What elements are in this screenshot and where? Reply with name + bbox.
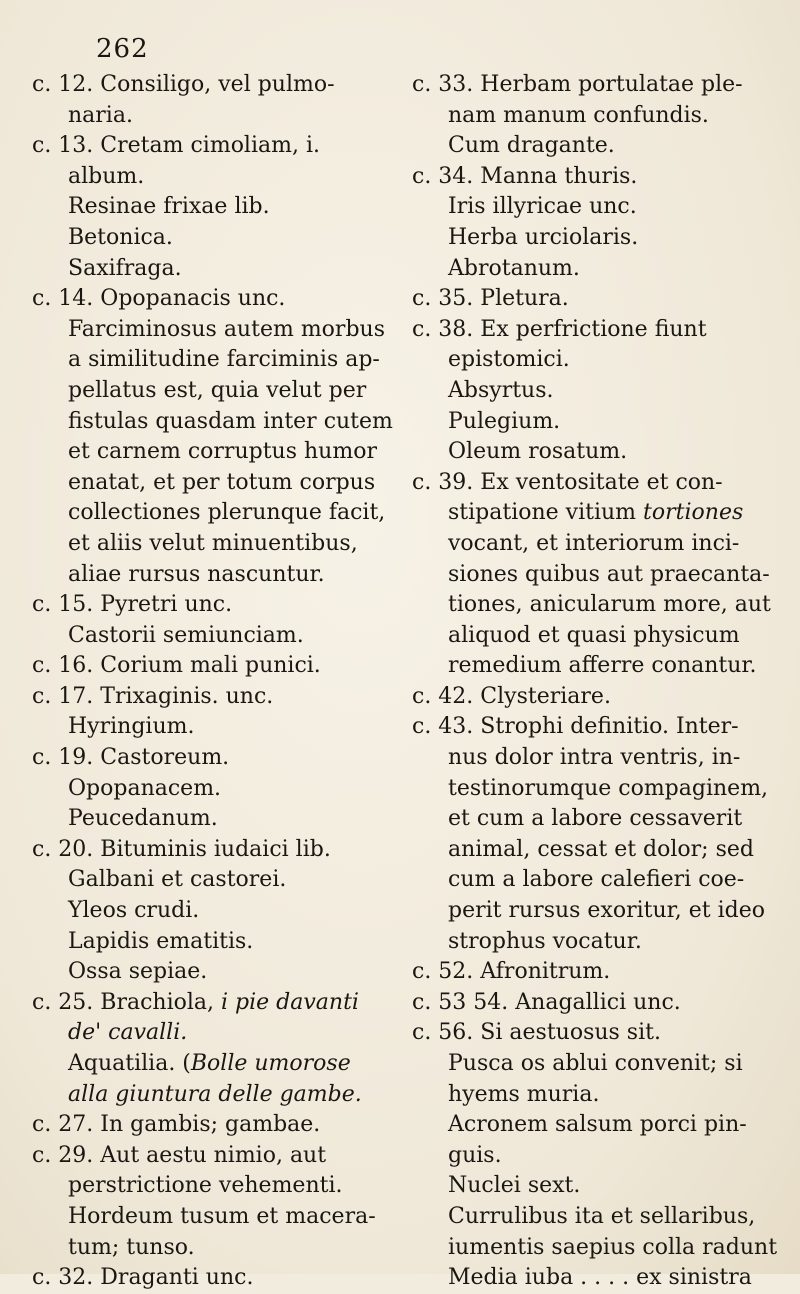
text-line [412, 70, 772, 101]
italic-text: i pie davanti [221, 989, 359, 1015]
text-line [32, 865, 387, 896]
text-line [412, 376, 772, 407]
text-line [412, 1171, 772, 1202]
line-text: naria. [68, 102, 133, 128]
line-text: guis. [448, 1142, 502, 1168]
text-line [412, 1141, 772, 1172]
text-line [412, 1018, 772, 1049]
text-line [32, 1233, 387, 1264]
line-text: tum; tunso. [68, 1234, 195, 1260]
line-text: testinorumque compaginem, [448, 775, 769, 801]
line-text: cum a labore calefieri coe- [448, 867, 745, 893]
line-text: Galbani et castorei. [68, 867, 287, 893]
text-line [412, 315, 772, 346]
text-line [412, 865, 772, 896]
line-text: Castorii semiunciam. [68, 622, 304, 648]
line-text: Farciminosus autem morbus [68, 316, 385, 342]
text-line [412, 1080, 772, 1111]
line-text: Cum dragante. [448, 133, 615, 159]
line-text: Resinae frixae lib. [68, 194, 270, 220]
text-line [32, 712, 387, 743]
italic-text: Bolle umorose [190, 1051, 351, 1076]
line-text: Betonica. [68, 224, 173, 250]
line-text: c. 34. Manna thuris. [412, 163, 638, 189]
text-line [412, 1049, 772, 1080]
text-line [32, 621, 387, 652]
text-line [412, 1110, 772, 1141]
text-line [32, 560, 387, 591]
line-text: iumentis saepius colla radunt [448, 1234, 778, 1260]
line-text: et aliis velut minuentibus, [68, 530, 358, 556]
line-text: pellatus est, quia velut per [68, 377, 367, 403]
text-line [412, 988, 772, 1019]
line-text: c. 53 54. Anagallici unc. [412, 989, 681, 1015]
text-line [412, 162, 772, 193]
line-text: c. 15. Pyretri unc. [32, 592, 233, 618]
line-text: epistomici. [448, 347, 570, 373]
line-text: Absyrtus. [448, 377, 554, 403]
line-text: aliae rursus nascuntur. [68, 561, 325, 587]
text-line [32, 1110, 387, 1141]
line-text: c. 16. Corium mali punici. [32, 653, 321, 679]
line-text: c. 32. Draganti unc. [32, 1265, 254, 1291]
line-text: tiones, anicularum more, aut [448, 592, 771, 618]
line-text: Ossa sepiae. [68, 959, 208, 985]
text-line [32, 468, 387, 499]
line-text: siones quibus aut praecanta- [448, 561, 770, 587]
text-line [32, 682, 387, 713]
text-line [32, 1263, 387, 1294]
left-column [32, 70, 393, 1294]
text-line [412, 131, 772, 162]
text-line [412, 529, 772, 560]
line-text: fistulas quasdam inter cutem [68, 408, 393, 434]
line-text: Hordeum tusum et macera- [68, 1203, 376, 1229]
line-text: Currulibus ita et sellaribus, [448, 1203, 756, 1229]
text-line [32, 957, 387, 988]
text-line [412, 743, 772, 774]
text-line [32, 70, 387, 101]
line-text: Opopanacem. [68, 775, 222, 801]
line-text: Yleos crudi. [68, 898, 200, 924]
line-text: collectiones plerunque facit, [68, 500, 386, 526]
line-text: c. 38. Ex perfrictione fiunt [412, 316, 707, 342]
line-text: Oleum rosatum. [448, 439, 628, 465]
line-text: Abrotanum. [448, 255, 580, 281]
line-text: et cum a labore cessaverit [448, 806, 743, 832]
line-text: c. 56. Si aestuosus sit. [412, 1020, 661, 1046]
text-line [32, 498, 387, 529]
line-text: c. 52. Afronitrum. [412, 959, 611, 985]
line-text: Hyringium. [68, 714, 195, 740]
line-text: c. 14. Opopanacis unc. [32, 286, 286, 312]
line-text: Saxifraga. [68, 255, 182, 281]
line-text: enatat, et per totum corpus [68, 469, 376, 495]
line-text: c. 27. In gambis; gambae. [32, 1112, 321, 1138]
text-line [32, 1049, 387, 1080]
text-line [412, 223, 772, 254]
text-line [32, 1080, 387, 1111]
right-column [412, 70, 778, 1294]
line-text: c. 20. Bituminis iudaici lib. [32, 836, 331, 862]
line-text: c. 12. Consiligo, vel pulmo- [32, 72, 335, 97]
line-text: c. 43. Strophi definitio. Inter- [412, 714, 739, 740]
text-line [412, 1202, 772, 1233]
line-text: Herba urciolaris. [448, 224, 639, 250]
text-line [412, 468, 772, 499]
text-line [32, 590, 387, 621]
text-line [412, 560, 772, 591]
line-text: Iris illyricae unc. [448, 194, 637, 220]
line-text: Nuclei sext. [448, 1173, 581, 1199]
line-text: Acronem salsum porci pin- [448, 1112, 747, 1138]
line-text: aliquod et quasi physicum [448, 622, 740, 648]
text-line [412, 254, 772, 285]
line-text: remedium afferre conantur. [448, 653, 757, 679]
line-text: Peucedanum. [68, 806, 218, 832]
line-text: vocant, et interiorum inci- [448, 530, 740, 556]
line-text: perit rursus exoritur, et ideo [448, 898, 765, 924]
italic-text: alla giuntura delle gambe. [68, 1081, 362, 1107]
text-line [32, 254, 387, 285]
line-text: c. 35. Pletura. [412, 286, 569, 312]
line-text: c. 13. Cretam cimoliam, i. [32, 133, 320, 159]
text-line [32, 804, 387, 835]
text-line [412, 682, 772, 713]
text-line [412, 651, 772, 682]
text-line [412, 437, 772, 468]
line-text: Aquatilia. ( [68, 1051, 191, 1076]
text-line [32, 376, 387, 407]
line-text: album. [68, 163, 145, 189]
line-text: nam manum confundis. [448, 102, 709, 128]
text-line [32, 774, 387, 805]
line-text: a similitudine farciminis ap- [68, 347, 380, 373]
text-line [412, 284, 772, 315]
line-text: Lapidis ematitis. [68, 928, 254, 954]
text-line [412, 957, 772, 988]
text-line [412, 927, 772, 958]
text-line [412, 712, 772, 743]
line-text: c. 39. Ex ventositate et con- [412, 469, 723, 495]
text-line [412, 498, 772, 529]
text-line [32, 192, 387, 223]
line-text: et carnem corruptus humor [68, 439, 377, 465]
text-line [412, 1263, 772, 1294]
text-line [412, 590, 772, 621]
text-line [32, 315, 387, 346]
line-text: c. 29. Aut aestu nimio, aut [32, 1142, 327, 1168]
text-line [32, 1202, 387, 1233]
line-text: perstrictione vehementi. [68, 1173, 343, 1199]
line-text: c. 42. Clysteriare. [412, 683, 611, 709]
text-line [412, 192, 772, 223]
line-text: Pusca os ablui convenit; si [448, 1051, 743, 1076]
text-line [412, 407, 772, 438]
text-line [412, 621, 772, 652]
text-line [32, 131, 387, 162]
line-text: c. 33. Herbam portulatae ple- [412, 72, 743, 97]
line-text: Pulegium. [448, 408, 561, 434]
line-text: strophus vocatur. [448, 928, 642, 954]
text-line [32, 896, 387, 927]
line-text: c. 19. Castoreum. [32, 745, 230, 771]
text-line [32, 437, 387, 468]
text-line [32, 284, 387, 315]
text-line [32, 1018, 387, 1049]
page-number: 262 [96, 34, 149, 64]
line-text: animal, cessat et dolor; sed [448, 836, 754, 862]
text-line [32, 1141, 387, 1172]
text-line [32, 101, 387, 132]
text-line [32, 927, 387, 958]
text-line [32, 407, 393, 438]
italic-text: tortiones [643, 500, 744, 526]
text-line [32, 223, 387, 254]
line-text: Media iuba . . . . ex sinistra [448, 1265, 752, 1291]
text-line [32, 345, 387, 376]
text-line [32, 1171, 387, 1202]
text-line [412, 896, 772, 927]
text-line [412, 101, 772, 132]
text-line [32, 529, 387, 560]
italic-text: de' cavalli. [68, 1020, 188, 1046]
text-line [32, 651, 387, 682]
line-text: stipatione vitium [448, 500, 644, 526]
text-line [32, 988, 387, 1019]
text-line [32, 743, 387, 774]
text-line [32, 162, 387, 193]
text-line [412, 835, 772, 866]
line-text: c. 17. Trixaginis. unc. [32, 683, 274, 709]
line-text: hyems muria. [448, 1081, 600, 1107]
line-text: nus dolor intra ventris, in- [448, 745, 741, 771]
text-line [412, 345, 772, 376]
text-line [412, 1233, 778, 1264]
text-line [412, 804, 772, 835]
text-line [412, 774, 772, 805]
line-text: c. 25. Brachiola, [32, 989, 221, 1015]
text-line [32, 835, 387, 866]
